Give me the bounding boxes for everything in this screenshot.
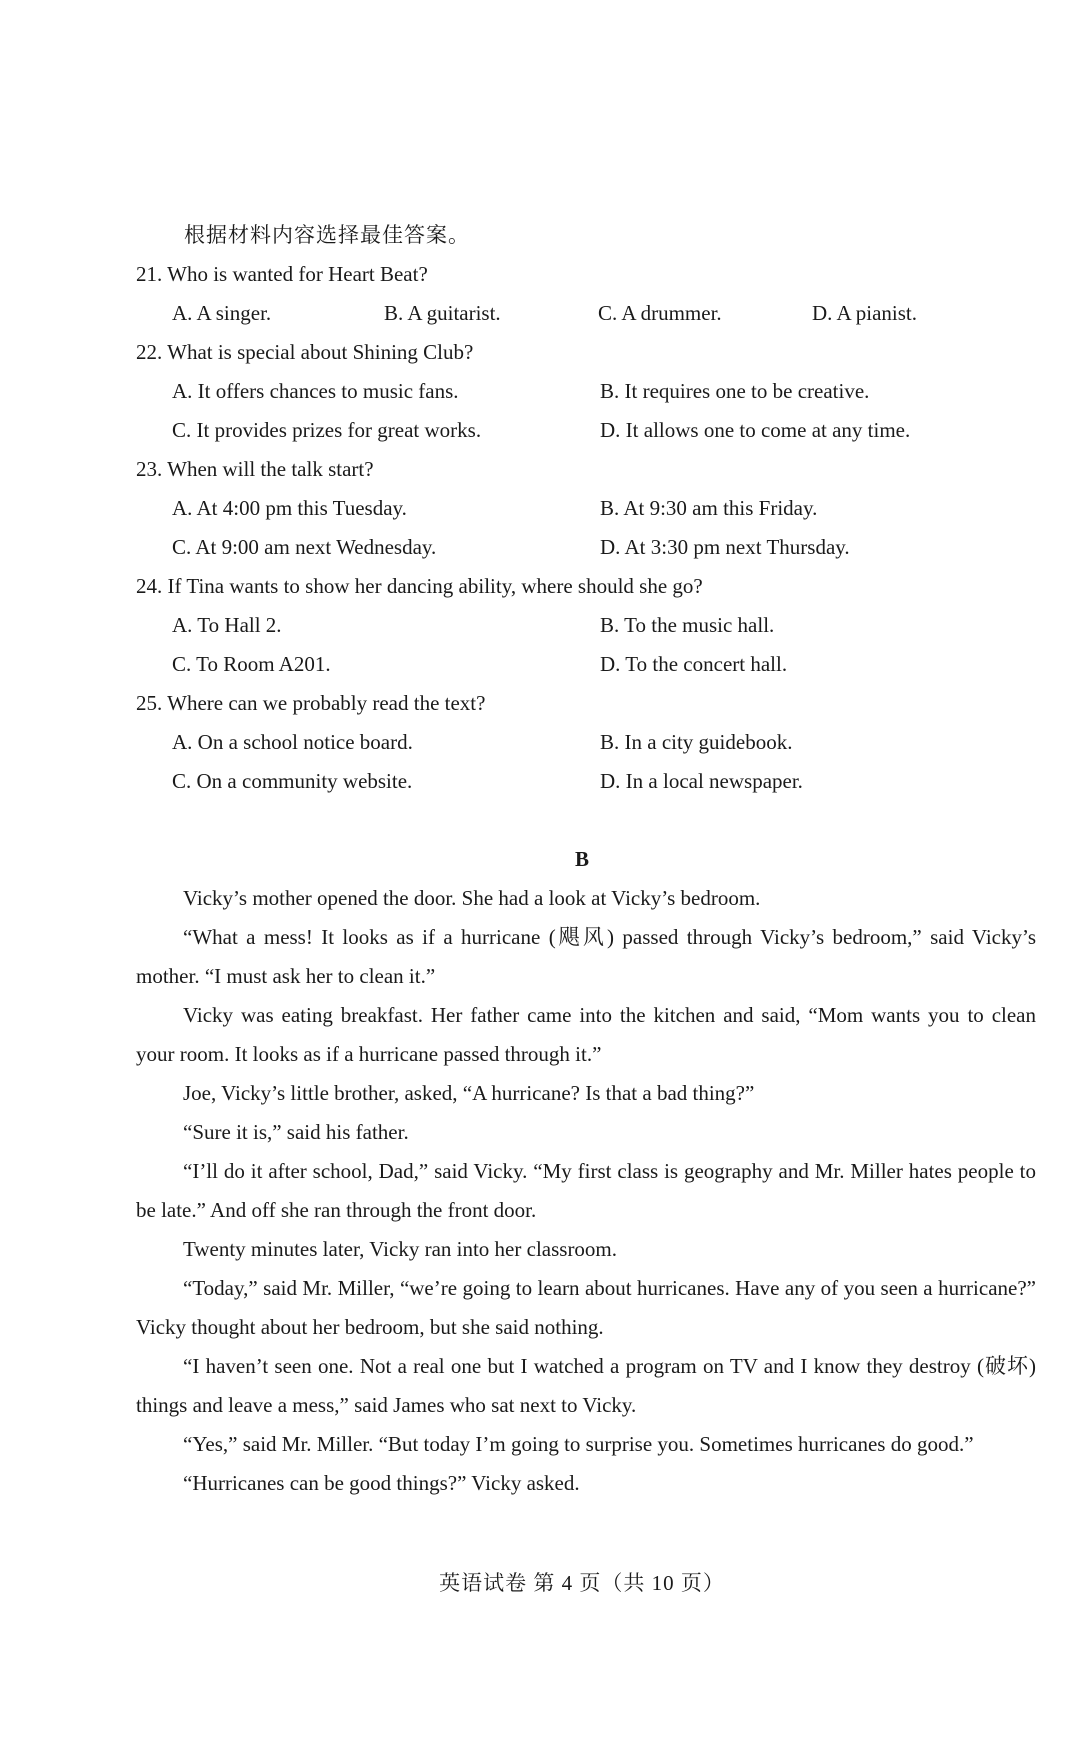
question-list <box>136 255 1036 801</box>
option-c: C. To Room A201. <box>172 652 331 676</box>
instruction-text: 根据材料内容选择最佳答案。 <box>184 223 470 247</box>
option-d: D. At 3:30 pm next Thursday. <box>600 535 850 559</box>
question-stem: 21. Who is wanted for Heart Beat? <box>136 262 428 286</box>
option-d: D. In a local newspaper. <box>600 769 803 793</box>
option-row <box>172 606 1036 645</box>
option-row <box>172 372 1036 411</box>
question-stem: 24. If Tina wants to show her dancing ability, where should she go? <box>136 574 703 598</box>
passage-paragraph: Vicky’s mother opened the door. She had a look at Vicky’s bedroom. <box>183 886 761 910</box>
option-c: C. At 9:00 am next Wednesday. <box>172 535 437 559</box>
question-options <box>136 606 1036 684</box>
passage-paragraph: “What a mess! It looks as if a hurricane (飓风) passed through Vicky’s bedroom,” said Vicky’s mother. “I must ask her to clean it.” <box>136 925 1036 988</box>
option-a: A. A singer. <box>172 301 272 325</box>
option-b: B. At 9:30 am this Friday. <box>600 496 818 520</box>
question-24 <box>136 567 1036 684</box>
question-23 <box>136 450 1036 567</box>
option-row <box>172 489 1036 528</box>
passage-paragraph: Joe, Vicky’s little brother, asked, “A hurricane? Is that a bad thing?” <box>183 1081 755 1105</box>
question-21 <box>136 255 1036 333</box>
option-row <box>172 645 1036 684</box>
question-stem: 25. Where can we probably read the text? <box>136 691 486 715</box>
option-b: B. In a city guidebook. <box>600 730 793 754</box>
option-b: B. To the music hall. <box>600 613 775 637</box>
option-c: C. On a community website. <box>172 769 413 793</box>
option-b: B. It requires one to be creative. <box>600 379 870 403</box>
passage-paragraph: Vicky was eating breakfast. Her father came into the kitchen and said, “Mom wants you to clean your room. It looks as if a hurricane passed through it.” <box>136 1003 1036 1066</box>
passage-paragraph: “I’ll do it after school, Dad,” said Vicky. “My first class is geography and Mr. Miller hates people to be late.” And off she ran through the front door. <box>136 1159 1036 1222</box>
passage-paragraph: “Yes,” said Mr. Miller. “But today I’m going to surprise you. Sometimes hurricanes do good.” <box>183 1432 974 1456</box>
question-22 <box>136 333 1036 450</box>
question-options <box>136 723 1036 801</box>
reading-passage <box>136 879 1036 1503</box>
question-stem: 22. What is special about Shining Club? <box>136 340 474 364</box>
option-row <box>172 762 1036 801</box>
passage-paragraph: Twenty minutes later, Vicky ran into her classroom. <box>183 1237 618 1261</box>
page-footer: 英语试卷 第 4 页（共 10 页） <box>439 1571 725 1595</box>
question-options <box>136 294 1036 333</box>
option-a: A. At 4:00 pm this Tuesday. <box>172 496 407 520</box>
option-b: B. A guitarist. <box>384 301 501 325</box>
option-c: C. It provides prizes for great works. <box>172 418 482 442</box>
question-options <box>136 372 1036 450</box>
passage-paragraph: “I haven’t seen one. Not a real one but I watched a program on TV and I know they destroy (破坏) things and leave a mess,” said James who sat next to Vicky. <box>136 1354 1036 1417</box>
option-row <box>172 723 1036 762</box>
option-c: C. A drummer. <box>598 301 722 325</box>
option-d: D. It allows one to come at any time. <box>600 418 911 442</box>
passage-paragraph: “Sure it is,” said his father. <box>183 1120 409 1144</box>
question-options <box>136 489 1036 567</box>
option-a: A. It offers chances to music fans. <box>172 379 459 403</box>
option-row <box>172 528 1036 567</box>
option-row <box>172 411 1036 450</box>
option-d: D. A pianist. <box>812 301 918 325</box>
question-25 <box>136 684 1036 801</box>
section-title: B <box>574 847 589 871</box>
question-stem: 23. When will the talk start? <box>136 457 374 481</box>
option-row <box>172 294 1036 333</box>
passage-paragraph: “Hurricanes can be good things?” Vicky asked. <box>183 1471 580 1495</box>
option-a: A. On a school notice board. <box>172 730 413 754</box>
option-a: A. To Hall 2. <box>172 613 282 637</box>
option-d: D. To the concert hall. <box>600 652 788 676</box>
passage-paragraph: “Today,” said Mr. Miller, “we’re going to learn about hurricanes. Have any of you seen a hurricane?” Vicky thought about her bedroom, but she said nothing. <box>136 1276 1036 1339</box>
